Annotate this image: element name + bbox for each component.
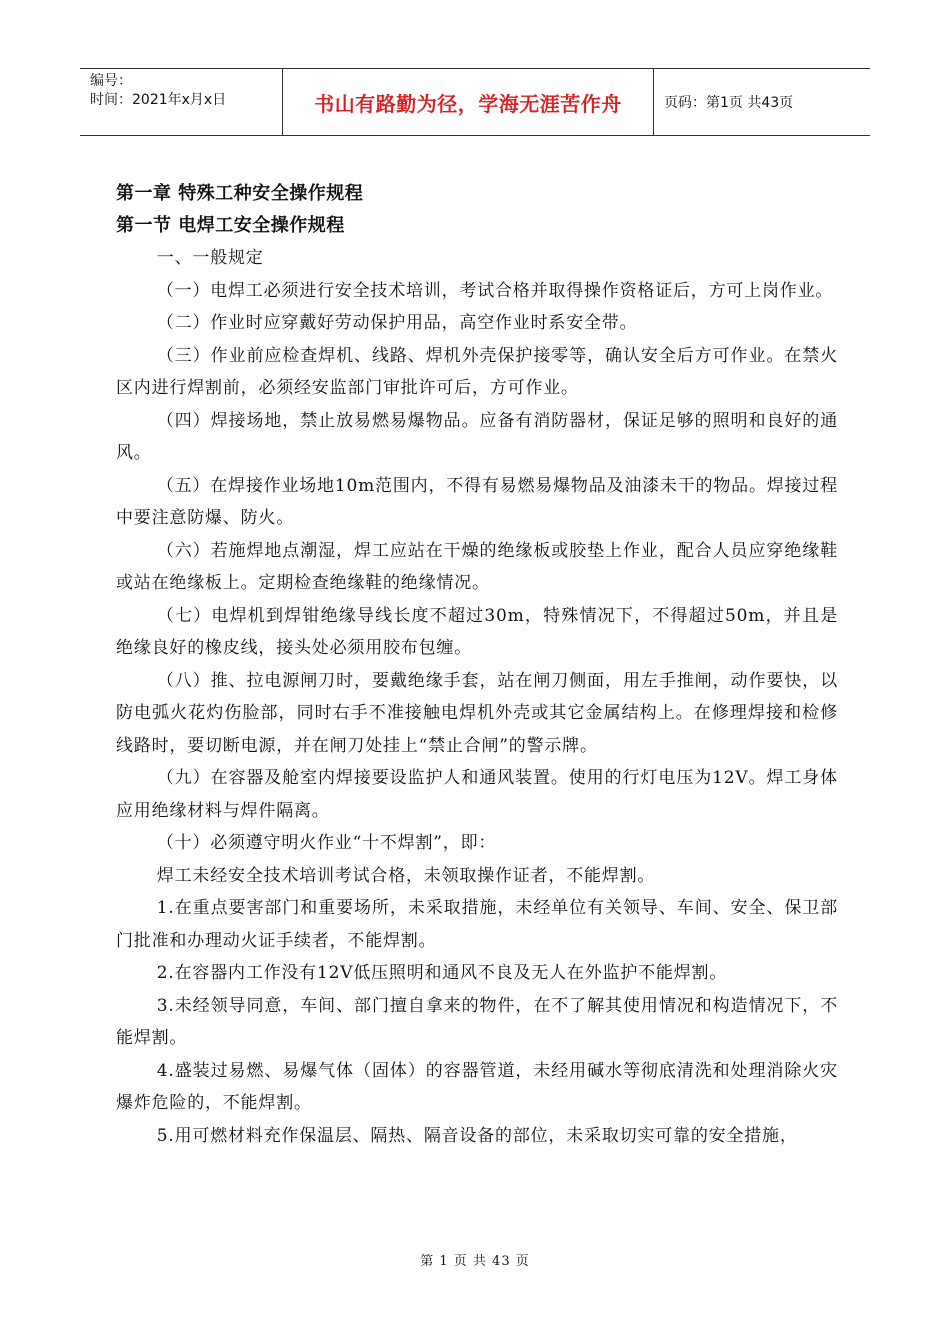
paragraph: 一、一般规定 (156, 248, 264, 268)
paragraph: 焊工未经安全技术培训考试合格，未领取操作证者，不能焊割。 (156, 865, 656, 886)
paragraph: （二）作业时应穿戴好劳动保护用品，高空作业时系安全带。 (156, 313, 638, 333)
paragraph: （三）作业前应检查焊机、线路、焊机外壳保护接零等，确认安全后方可作业。在禁火区内进行焊割前，必须经安监部门审批许可后，方可作业。 (116, 345, 838, 398)
paragraph: （五）在焊接作业场地10m范围内，不得有易燃易爆物品及油漆未干的物品。焊接过程中要注意防爆、防火。 (116, 475, 838, 528)
paragraph: 4.盛装过易燃、易爆气体（固体）的容器管道，未经用碱水等彻底清洗和处理消除火灾爆炸危险的，不能焊割。 (116, 1060, 838, 1113)
chapter-title: 第一章 特殊工种安全操作规程 (116, 183, 364, 204)
paragraph: 3.未经领导同意，车间、部门擅自拿来的物件，在不了解其使用情况和构造情况下，不能焊割。 (116, 995, 838, 1048)
paragraph: （六）若施焊地点潮湿，焊工应站在干燥的绝缘板或胶垫上作业，配合人员应穿绝缘鞋或站在绝缘板上。定期检查绝缘鞋的绝缘情况。 (116, 540, 838, 593)
paragraph: （一）电焊工必须进行安全技术培训，考试合格并取得操作资格证后，方可上岗作业。 (156, 280, 834, 301)
page-header (80, 68, 870, 136)
section-title: 第一节 电焊工安全操作规程 (116, 215, 345, 236)
paragraph: 1.在重点要害部门和重要场所，未采取措施，未经单位有关领导、车间、安全、保卫部门批准和办理动火证手续者，不能焊割。 (116, 898, 838, 951)
paragraph: （十）必须遵守明火作业“十不焊割”，即： (156, 833, 497, 853)
page-footer: 第 1 页 共 43 页 (420, 1254, 530, 1269)
paragraph: 5.用可燃材料充作保温层、隔热、隔音设备的部位，未采取切实可靠的安全措施， (156, 1125, 798, 1146)
paragraph: （八）推、拉电源闸刀时，要戴绝缘手套，站在闸刀侧面，用左手推闸，动作要快，以防电弧火花灼伤脸部，同时右手不准接触电焊机外壳或其它金属结构上。在修理焊接和检修线路时，要切断电源，并在闸刀处挂上“禁止合闸”的警示牌。 (116, 670, 838, 756)
header-page-info: 页码：第1页 共43页 (664, 95, 794, 111)
paragraph: （七）电焊机到焊钳绝缘导线长度不超过30m，特殊情况下，不得超过50m，并且是绝缘良好的橡皮线，接头处必须用胶布包缠。 (116, 605, 838, 658)
paragraph: 2.在容器内工作没有12V低压照明和通风不良及无人在外监护不能焊割。 (156, 963, 728, 983)
paragraph: （四）焊接场地，禁止放易燃易爆物品。应备有消防器材，保证足够的照明和良好的通风。 (116, 410, 838, 463)
document-body (116, 178, 838, 1152)
header-meta (80, 69, 282, 135)
document-time-label: 时间：2021年x月x日 (90, 92, 227, 108)
document-number-label: 编号： (90, 73, 132, 89)
paragraph: （九）在容器及舱室内焊接要设监护人和通风装置。使用的行灯电压为12V。焊工身体应用绝缘材料与焊件隔离。 (116, 768, 838, 821)
header-motto: 书山有路勤为径，学海无涯苦作舟 (282, 69, 654, 135)
